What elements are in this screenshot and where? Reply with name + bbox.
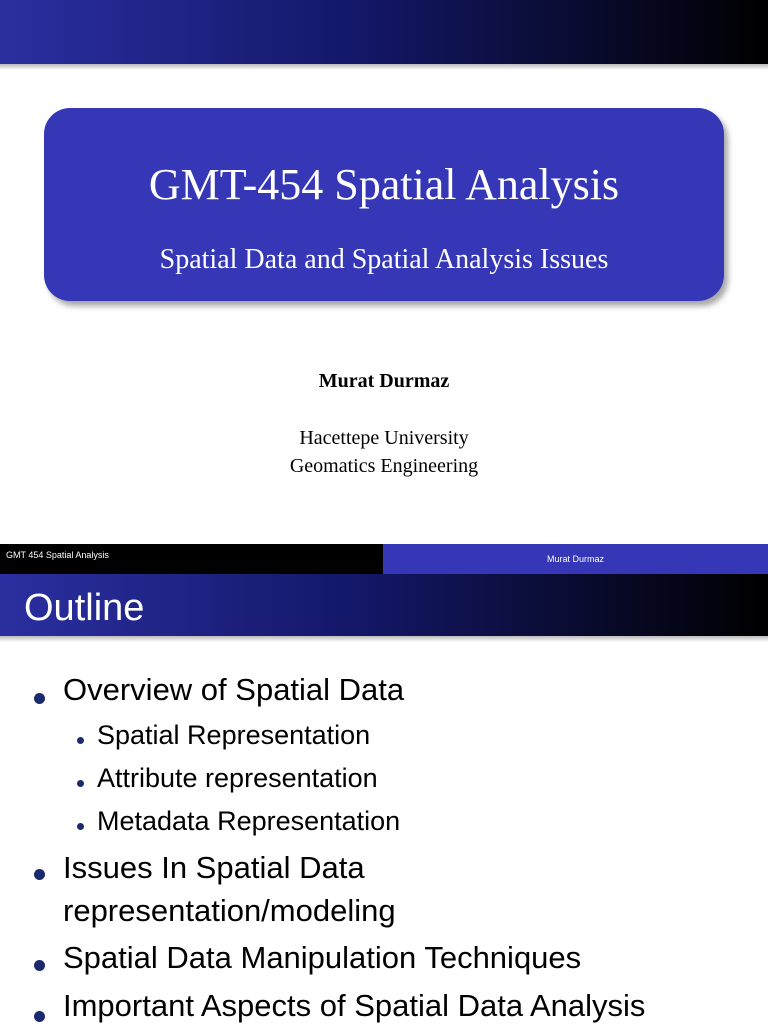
slide-subtitle: Spatial Data and Spatial Analysis Issues — [159, 244, 609, 275]
sub-bullet-dot — [77, 737, 84, 744]
banner-shadow — [0, 64, 768, 70]
outline-item-issues-line1: Issues In Spatial Data — [63, 850, 365, 885]
footer-author: Murat Durmaz — [383, 544, 768, 574]
author-name: Murat Durmaz — [318, 370, 450, 392]
outline-item-manipulation: Spatial Data Manipulation Techniques — [63, 940, 582, 975]
sub-bullet-dot — [77, 823, 84, 830]
outline-slide — [0, 574, 768, 1024]
outline-subitem-metadata: Metadata Representation — [97, 806, 401, 836]
affiliation-department: Geomatics Engineering — [289, 455, 479, 477]
outline-item-aspects: Important Aspects of Spatial Data Analysis — [63, 988, 646, 1023]
top-banner — [0, 0, 768, 64]
affiliation-university: Hacettepe University — [299, 427, 469, 449]
outline-subitem-attribute: Attribute representation — [97, 763, 378, 793]
outline-item-overview: Overview of Spatial Data — [63, 672, 405, 707]
outline-item-issues-line2: representation/modeling — [63, 893, 396, 928]
bullet-dot — [34, 693, 45, 704]
title-box — [44, 108, 724, 301]
footer-course: GMT 454 Spatial Analysis — [0, 544, 383, 574]
bullet-dot — [34, 1011, 45, 1022]
outline-subitem-spatial: Spatial Representation — [97, 720, 371, 750]
slide-title: GMT-454 Spatial Analysis — [148, 160, 620, 209]
outline-banner-shadow — [0, 636, 768, 642]
outline-banner — [0, 574, 768, 636]
sub-bullet-dot — [77, 780, 84, 787]
bullet-dot — [34, 869, 45, 880]
outline-title: Outline — [24, 587, 145, 629]
bullet-dot — [34, 960, 45, 971]
